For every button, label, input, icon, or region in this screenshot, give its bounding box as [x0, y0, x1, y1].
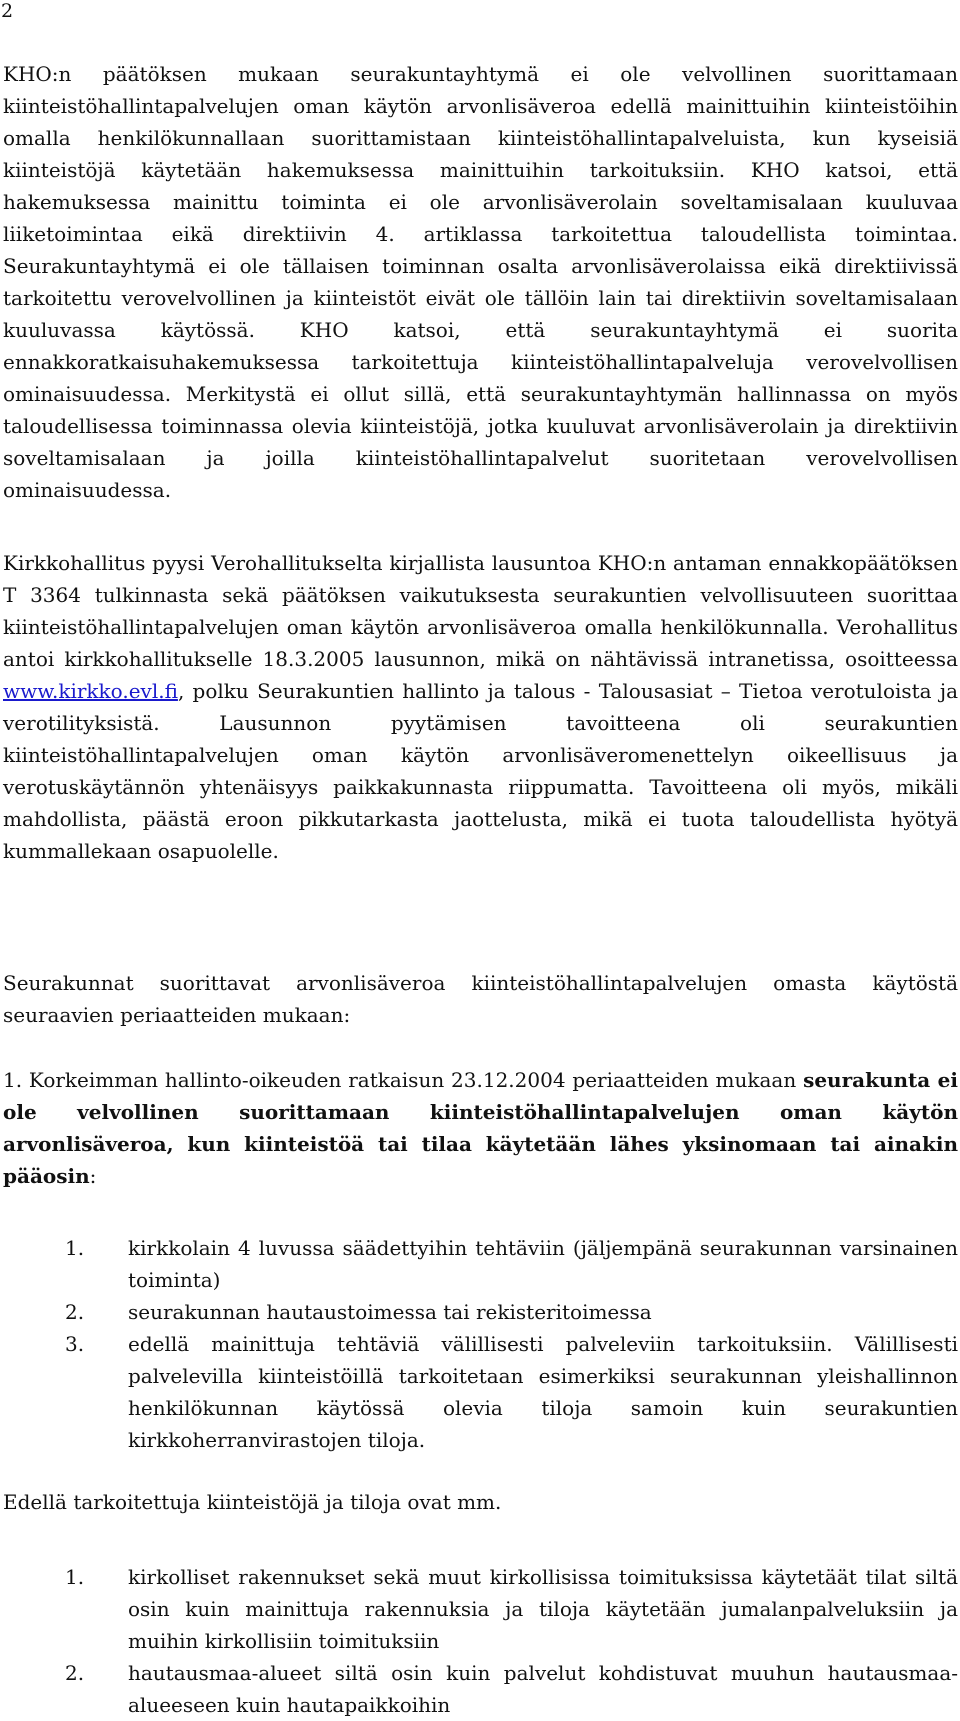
list-item [0, 1232, 960, 1296]
list-item [0, 1561, 960, 1657]
list-item-text: edellä mainittuja tehtäviä välillisesti palveleviin tarkoituksiin. Välillisesti palvelevilla kiinteistöillä tarkoitetaan esimerkiksi seurakunnan yleishallinnon henkilökunnan käytössä olevia tiloja samoin kuin seurakuntien kirkkoherranvirastojen tiloja. [128, 1332, 958, 1452]
paragraph-principles-intro: Seurakunnat suorittavat arvonlisäveroa kiinteistöhallintapalvelujen omasta käytöstä seuraavien periaatteiden mukaan: [3, 971, 958, 1027]
paragraph-examples-intro: Edellä tarkoitettuja kiinteistöjä ja tiloja ovat mm. [3, 1490, 502, 1514]
examples-list [0, 1561, 960, 1721]
list-item-number: 1. [65, 1236, 85, 1260]
paragraph-principle-1 [3, 1064, 958, 1192]
list-item-number: 2. [65, 1300, 85, 1324]
list-item-text: seurakunnan hautaustoimessa tai rekisteritoimessa [128, 1300, 652, 1324]
paragraph-text: Kirkkohallitus pyysi Verohallitukselta kirjallista lausuntoa KHO:n antaman ennakkopäätöksen T 3364 tulkinnasta sekä päätöksen vaikutuksesta seurakuntien velvollisuuteen suorittaa kiinteistöhallintapalvelujen oman käytön arvonlisäveroa omalla henkilökunnalla. Verohallitus antoi kirkkohallitukselle 18.3.2005 lausunnon, mikä on nähtävissä intranetissa, osoitteessa [3, 551, 958, 671]
principle-tail: : [89, 1164, 97, 1188]
list-item-text: kirkkolain 4 luvussa säädettyihin tehtäviin (jäljempänä seurakunnan varsinainen toiminta) [128, 1236, 958, 1292]
paragraph-text: , polku Seurakuntien hallinto ja talous - Talousasiat – Tietoa verotuloista ja verotilityksistä. Lausunnon pyytämisen tavoitteena oli seurakuntien kiinteistöhallintapalvelujen oman käytön arvonlisäveromenettelyn oikeellisuus ja verotuskäytännön yhtenäisyys paikkakunnasta riippumatta. Tavoitteena oli myös, mikäli mahdollista, päästä eroon pikkutarkasta jaottelusta, mikä ei tuota taloudellista hyötyä kummallekaan osapuolelle. [3, 679, 958, 863]
list-item [0, 1328, 960, 1456]
list-item-number: 2. [65, 1661, 85, 1685]
principle-bold-text: seurakunta ei ole velvollinen suorittamaan kiinteistöhallintapalvelujen oman käytön arvonlisäveroa, kun kiinteistöä tai tilaa käytetään lähes yksinomaan tai ainakin pääosin [3, 1068, 958, 1188]
kirkko-link[interactable]: www.kirkko.evl.fi [3, 679, 178, 703]
list-item [0, 1657, 960, 1721]
list-item [0, 1296, 960, 1328]
list-item-number: 1. [65, 1565, 85, 1589]
list-item-number: 3. [65, 1332, 85, 1356]
list-item-text: kirkolliset rakennukset sekä muut kirkollisissa toimituksissa käytetäät tilat siltä osin kuin mainittuja rakennuksia ja tiloja käytetään jumalanpalveluksiin ja muihin kirkollisiin toimituksiin [128, 1565, 958, 1653]
paragraph-kho-decision: KHO:n päätöksen mukaan seurakuntayhtymä ei ole velvollinen suorittamaan kiinteistöhallintapalvelujen oman käytön arvonlisäveroa edellä mainittuihin kiinteistöihin omalla henkilökunnallaan suorittamistaan kiinteistöhallintapalveluista, kun kyseisiä kiinteistöjä käytetään hakemuksessa mainittuihin tarkoituksiin. KHO katsoi, että hakemuksessa mainittu toiminta ei ole arvonlisäverolain soveltamisalaan kuuluvaa liiketoimintaa eikä direktiivin 4. artiklassa tarkoitettua taloudellista toimintaa. Seurakuntayhtymä ei ole tällaisen toiminnan osalta arvonlisäverolaissa eikä direktiivissä tarkoitettu verovelvollinen ja kiinteistöt eivät ole tällöin lain tai direktiivin soveltamisalaan kuuluvassa käytössä. KHO katsoi, että seurakuntayhtymä ei suorita ennakkoratkaisuhakemuksessa tarkoitettuja kiinteistöhallintapalveluja verovelvollisen ominaisuudessa. Merkitystä ei ollut sillä, että seurakuntayhtymän hallinnassa on myös taloudellisessa toiminnassa olevia kiinteistöjä, jotka kuuluvat arvonlisäverolain ja direktiivin soveltamisalaan ja joilla kiinteistöhallintapalvelut suoritetaan verovelvollisen ominaisuudessa. [3, 62, 958, 502]
page-number: 2 [1, 0, 14, 22]
principle-lead: 1. Korkeimman hallinto-oikeuden ratkaisun 23.12.2004 periaatteiden mukaan [3, 1068, 804, 1092]
usage-list [0, 1232, 960, 1456]
paragraph-statement-request [3, 547, 958, 867]
list-item-text: hautausmaa-alueet siltä osin kuin palvelut kohdistuvat muuhun hautausmaa-alueeseen kuin hautapaikkoihin [128, 1661, 958, 1717]
